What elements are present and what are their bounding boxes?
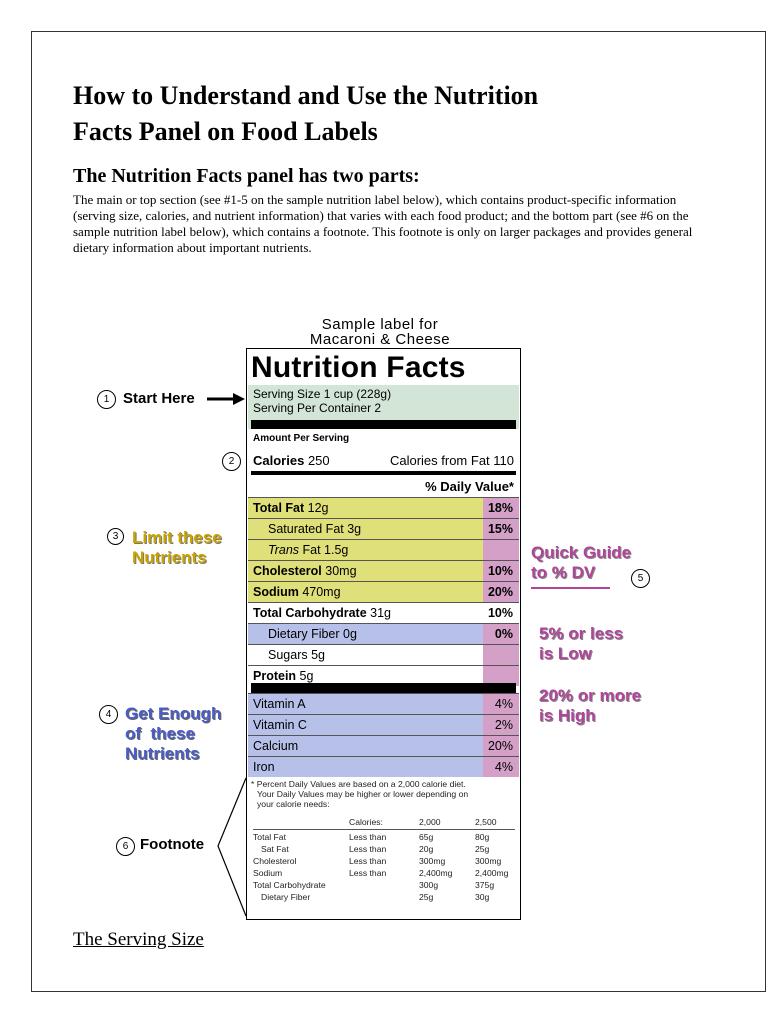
nutrient-row-cholesterol — [248, 560, 519, 581]
nutrient-name: Protein — [253, 669, 297, 683]
thick-divider-vitamins — [251, 683, 516, 693]
footnote-cell: Total Carbohydrate — [253, 880, 326, 890]
arrow-right-icon — [207, 392, 245, 406]
footnote-cell: 25g — [475, 844, 490, 854]
nutrient-row-sugars — [248, 644, 519, 665]
footnote-line: your calorie needs: — [257, 799, 330, 809]
nutrient-amount: 30mg — [325, 564, 357, 578]
nutrient-row-total-fat — [248, 497, 519, 518]
footnote-cell: 2,400mg — [419, 868, 453, 878]
nutrient-dv: 0% — [494, 627, 513, 641]
nutrient-name: Total Carbohydrate — [253, 606, 367, 620]
intro-paragraph: The main or top section (see #1-5 on the sample nutrition label below), which contains product-specific information (serving size, calories, and nutrient information) that varies with each food product; and the bottom part (see #6 on the sample nutrition label below), which contains a footnote. This footnote is only on larger packages and provides general dietary information about important nutrients. — [73, 192, 693, 255]
footnote-table-row — [253, 868, 515, 880]
nutrient-amount: Fat 1.5g — [302, 543, 349, 557]
calories-label: Calories — [253, 453, 305, 468]
nutrition-facts-label — [246, 348, 521, 920]
footnote-table-row — [253, 844, 515, 856]
serving-size: Serving Size 1 cup (228g) — [253, 387, 392, 401]
footnote-line: * Percent Daily Values are based on a 2,000 calorie diet. — [251, 779, 466, 789]
nutrient-dv: 20% — [487, 585, 513, 599]
limit-nutrients-label — [132, 528, 222, 568]
trans-label: Trans — [268, 543, 300, 557]
footnote-cell: Less than — [349, 832, 387, 842]
nutrient-row-trans-fat — [248, 539, 519, 560]
footnote-cell: 300mg — [475, 856, 502, 866]
footnote-cell: 80g — [475, 832, 490, 842]
vitamin-name: Iron — [253, 760, 275, 774]
callout-number-6: 6 — [116, 837, 135, 856]
footnote-line: Your Daily Values may be higher or lower depending on — [257, 789, 469, 799]
footnote-cell: Dietary Fiber — [261, 892, 311, 902]
serving-size-section-heading[interactable]: The Serving Size — [73, 929, 204, 950]
footnote-table-row — [253, 832, 515, 844]
calories-value: 250 — [307, 453, 330, 468]
nutrient-amount: Dietary Fiber 0g — [268, 627, 357, 641]
footnote-cell: Calories: — [349, 817, 383, 827]
limit-line-2: Nutrients — [132, 548, 207, 567]
nutrient-name: Sodium — [253, 585, 299, 599]
footnote-cell: 2,000 — [419, 817, 441, 827]
callout-number-4: 4 — [99, 705, 118, 724]
footnote-cell: 20g — [419, 844, 434, 854]
nutrient-dv: 10% — [487, 606, 513, 620]
callout-number-3: 3 — [107, 528, 124, 545]
low-line-1: 5% or less — [539, 624, 624, 643]
nutrient-name: Cholesterol — [253, 564, 322, 578]
footnote-cell: 65g — [419, 832, 434, 842]
low-line-2: is Low — [539, 644, 592, 663]
nutrient-row-saturated-fat — [248, 518, 519, 539]
quick-guide-label — [531, 543, 631, 583]
medium-divider — [251, 471, 516, 475]
nutrient-row-dietary-fiber — [248, 623, 519, 644]
footnote-table-row — [253, 856, 515, 868]
daily-value-header: % Daily Value* — [425, 479, 514, 494]
vitamin-dv: 4% — [494, 697, 513, 711]
footnote-cell: 2,400mg — [475, 868, 509, 878]
vitamin-row-calcium — [248, 735, 519, 756]
vitamin-dv: 4% — [494, 760, 513, 774]
footnote-cell: 25g — [419, 892, 434, 902]
footnote-cell: Total Fat — [253, 832, 286, 842]
footnote-cell: 2,500 — [475, 817, 497, 827]
label-title: Nutrition Facts — [251, 351, 466, 384]
sample-label-caption — [270, 317, 490, 347]
high-line-2: is High — [539, 706, 596, 725]
amount-per-serving: Amount Per Serving — [253, 433, 350, 444]
nutrient-dv: 10% — [487, 564, 513, 578]
get-enough-line-2: of these — [125, 724, 195, 743]
calories — [253, 453, 330, 468]
footnote-table-row — [253, 892, 515, 904]
quick-line-1: Quick Guide — [531, 543, 632, 562]
high-guide-label — [539, 686, 641, 726]
high-line-1: 20% or more — [539, 686, 642, 705]
vitamin-name: Vitamin C — [253, 718, 307, 732]
nutrient-amount: Sugars 5g — [268, 648, 325, 662]
quick-line-2: to % DV — [531, 563, 596, 582]
vitamin-dv: 20% — [487, 739, 513, 753]
vitamin-row-a — [248, 693, 519, 714]
footnote-table — [253, 817, 515, 904]
caption-line-2: Macaroni & Cheese — [309, 331, 451, 348]
nutrient-amount: Saturated Fat 3g — [268, 522, 362, 536]
footnote-text — [251, 779, 517, 809]
nutrient-amount: 12g — [307, 501, 329, 515]
footnote-cell: Cholesterol — [253, 856, 297, 866]
title-line-1: How to Understand and Use the Nutrition — [73, 81, 539, 110]
callout-number-2: 2 — [222, 452, 241, 471]
limit-line-1: Limit these — [132, 528, 222, 547]
nutrient-amount: 5g — [299, 669, 314, 683]
page-title — [73, 78, 673, 150]
section-subtitle: The Nutrition Facts panel has two parts: — [73, 165, 420, 187]
footnote-cell: 300g — [419, 880, 439, 890]
nutrient-row-sodium — [248, 581, 519, 602]
calories-from-fat: Calories from Fat 110 — [389, 453, 514, 468]
caption-line-1: Sample label for — [321, 316, 439, 333]
footnote-callout-label: Footnote — [140, 836, 205, 853]
start-here-label: Start Here — [123, 390, 195, 407]
footnote-cell: Less than — [349, 856, 387, 866]
footnote-cell: 30g — [475, 892, 490, 902]
callout-number-1: 1 — [97, 390, 116, 409]
get-enough-line-1: Get Enough — [125, 704, 222, 723]
thick-divider — [251, 420, 516, 429]
vitamin-row-iron — [248, 756, 519, 777]
low-guide-label — [539, 624, 623, 664]
nutrient-amount: 31g — [370, 606, 392, 620]
footnote-cell: Sodium — [253, 868, 283, 878]
get-enough-line-3: Nutrients — [125, 744, 200, 763]
vitamin-name: Vitamin A — [253, 697, 306, 711]
vitamin-row-c — [248, 714, 519, 735]
footnote-cell: 375g — [475, 880, 495, 890]
footnote-table-row — [253, 880, 515, 892]
footnote-table-header — [253, 817, 515, 830]
servings-per-container: Serving Per Container 2 — [253, 401, 382, 415]
title-line-2: Facts Panel on Food Labels — [73, 117, 378, 146]
footnote-cell: Sat Fat — [261, 844, 289, 854]
nutrient-dv: 18% — [487, 501, 513, 515]
footnote-cell: Less than — [349, 844, 387, 854]
quick-guide-underline — [531, 587, 610, 589]
nutrient-dv: 15% — [487, 522, 513, 536]
bracket-icon — [214, 776, 248, 918]
callout-number-5: 5 — [631, 569, 650, 588]
vitamin-name: Calcium — [253, 739, 299, 753]
vitamin-dv: 2% — [494, 718, 513, 732]
get-enough-label — [125, 704, 221, 764]
footnote-cell: Less than — [349, 868, 387, 878]
nutrient-name: Total Fat — [253, 501, 305, 515]
nutrient-row-total-carbohydrate — [248, 602, 519, 623]
nutrient-amount: 470mg — [302, 585, 341, 599]
footnote-cell: 300mg — [419, 856, 446, 866]
